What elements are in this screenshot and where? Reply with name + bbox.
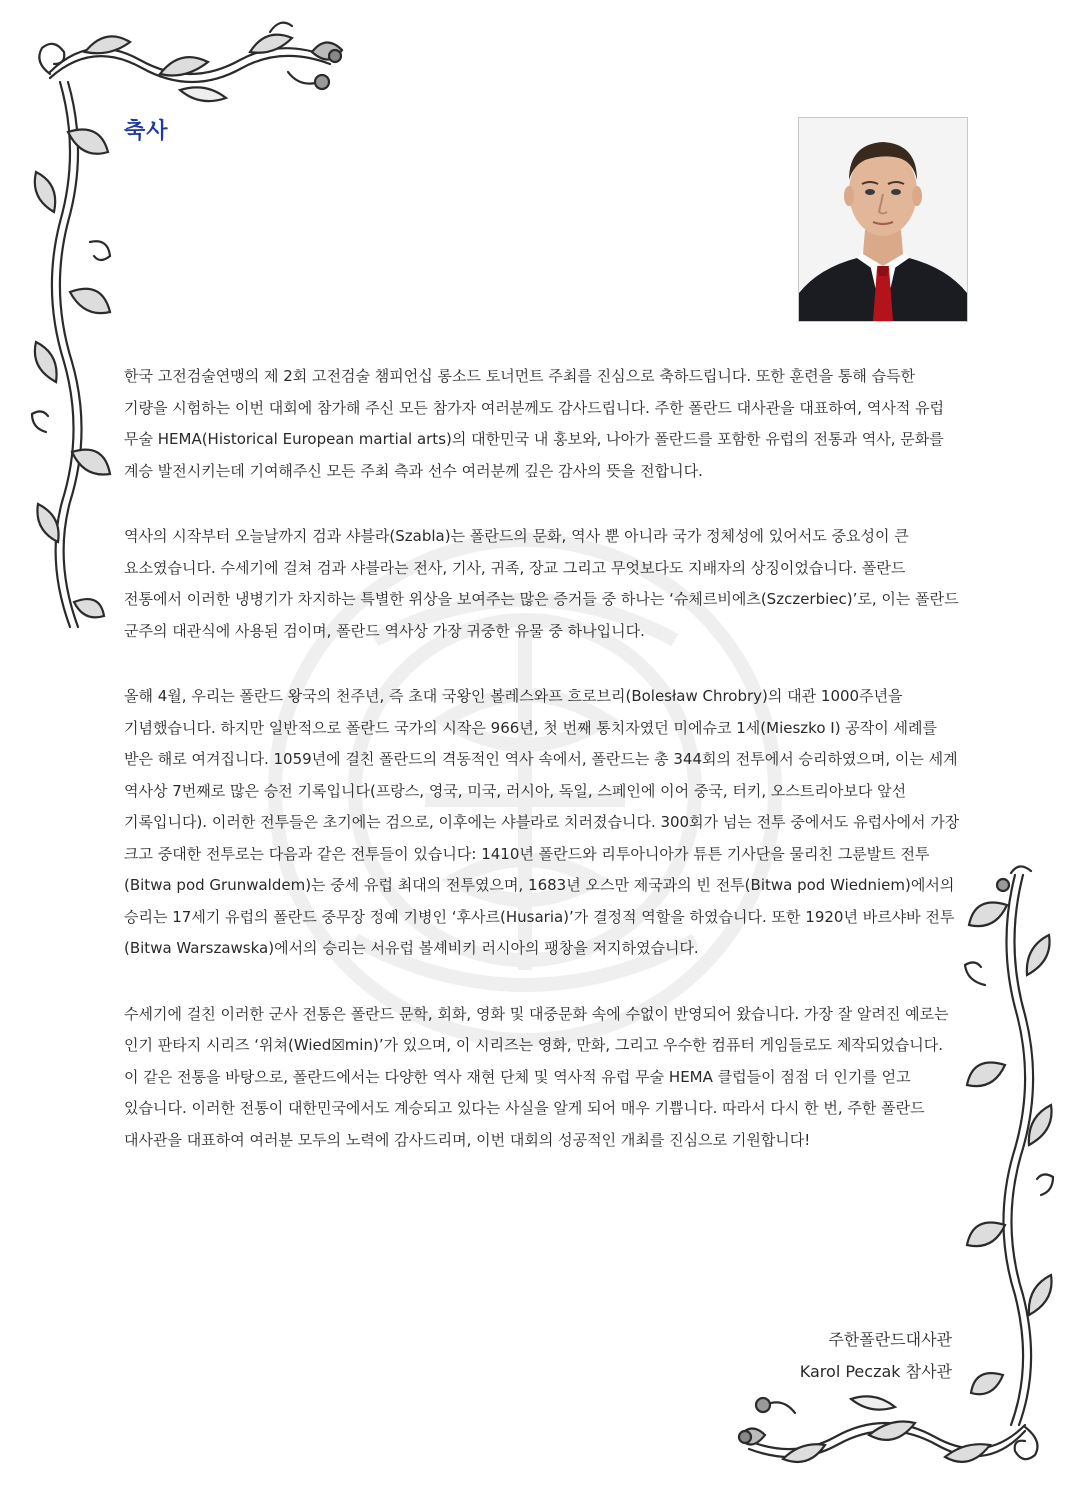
portrait-photo [798, 117, 968, 322]
portrait-illustration [799, 118, 967, 321]
signature-organization: 주한폴란드대사관 [828, 1330, 952, 1349]
signature-name: Karol Peczak 참사관 [799, 1362, 952, 1381]
paragraph-battles: 올해 4월, 우리는 폴란드 왕국의 천주년, 즉 초대 국왕인 볼레스와프 흐로브리(Bolesław Chrobry)의 대관 1000주년을 기념했습니다. 하지만 일반적으로 폴란드 국가의 시작은 966년, 첫 번째 통치자였던 미에슈코 1세(Mieszko I) 공작이 세례를 받은 해로 여겨집니다. 1059년에 걸친 폴란드의 격동적인 역사 속에서, 폴란드는 총 344회의 전투에서 승리하였으며, 이는 세계 역사상 7번째로 많은 승전 기록입니다(프랑스, 영국, 미국, 러시아, 독일, 스페인에 이어 중국, 터키, 오스트리아보다 앞선 기록입니다). 이러한 전투들은 초기에는 검으로, 이후에는 샤블라로 치러졌습니다. 300회가 넘는 전투 중에서도 유럽사에서 가장 크고 중대한 전투로는 다음과 같은 전투들이 있습니다: 1410년 폴란드와 리투아니아가 튜튼 기사단을 물리친 그룬발트 전투(Bitwa pod Grunwaldem)는 중세 유럽 최대의 전투였으며, 1683년 오스만 제국과의 빈 전투(Bitwa pod Wiedniem)에서의 승리는 17세기 유럽의 폴란드 중무장 정예 기병인 ‘후사르(Husaria)’가 결정적 역할을 하였습니다. 또한 1920년 바르샤바 전투(Bitwa Warszawska)에서의 승리는 서유럽 볼셰비키 러시아의 팽창을 저지하였습니다. [124, 687, 960, 957]
letter-body [124, 361, 960, 1190]
paragraph-sword-history: 역사의 시작부터 오늘날까지 검과 샤블라(Szabla)는 폴란드의 문화, 역사 뿐 아니라 국가 정체성에 있어서도 중요성이 큰 요소였습니다. 수세기에 걸쳐 검과 샤블라는 전사, 기사, 귀족, 장교 그리고 무엇보다도 지배자의 상징이었습니다. 폴란드 전통에서 이러한 냉병기가 차지하는 특별한 위상을 보여주는 많은 증거들 중 하나는 ‘슈체르비에츠(Szczerbiec)’로, 이는 폴란드 군주의 대관식에 사용된 검이며, 폴란드 역사상 가장 귀중한 유물 중 하나입니다. [124, 527, 959, 640]
page-title: 축사 [124, 119, 169, 144]
paragraph-congratulations: 한국 고전검술연맹의 제 2회 고전검술 챔피언십 롱소드 토너먼트 주최를 진심으로 축하드립니다. 또한 훈련을 통해 습득한 기량을 시험하는 이번 대회에 참가해 주신 모든 참가자 여러분께도 감사드립니다. 주한 폴란드 대사관을 대표하여, 역사적 유럽 무술 HEMA(Historical European martial arts)의 대한민국 내 홍보와, 나아가 폴란드를 포함한 유럽의 전통과 역사, 문화를 계승 발전시키는데 기여해주신 모든 주최 측과 선수 여러분께 깊은 감사의 뜻을 전합니다. [124, 367, 945, 480]
signature-block [800, 1324, 952, 1388]
paragraph-tradition: 수세기에 걸친 이러한 군사 전통은 폴란드 문학, 회화, 영화 및 대중문화 속에 수없이 반영되어 왔습니다. 가장 잘 알려진 예로는 인기 판타지 시리즈 ‘위쳐(Wied☒min)’가 있으며, 이 시리즈는 영화, 만화, 그리고 우수한 컴퓨터 게임들로도 제작되었습니다. 이 같은 전통을 바탕으로, 폴란드에서는 다양한 역사 재현 단체 및 역사적 유럽 무술 HEMA 클럽들이 점점 더 인기를 얻고 있습니다. 이러한 전통이 대한민국에서도 계승되고 있다는 사실을 알게 되어 매우 기쁩니다. 따라서 다시 한 번, 주한 폴란드 대사관을 대표하여 여러분 모두의 노력에 감사드리며, 이번 대회의 성공적인 개최를 진심으로 기원합니다! [124, 1004, 949, 1149]
